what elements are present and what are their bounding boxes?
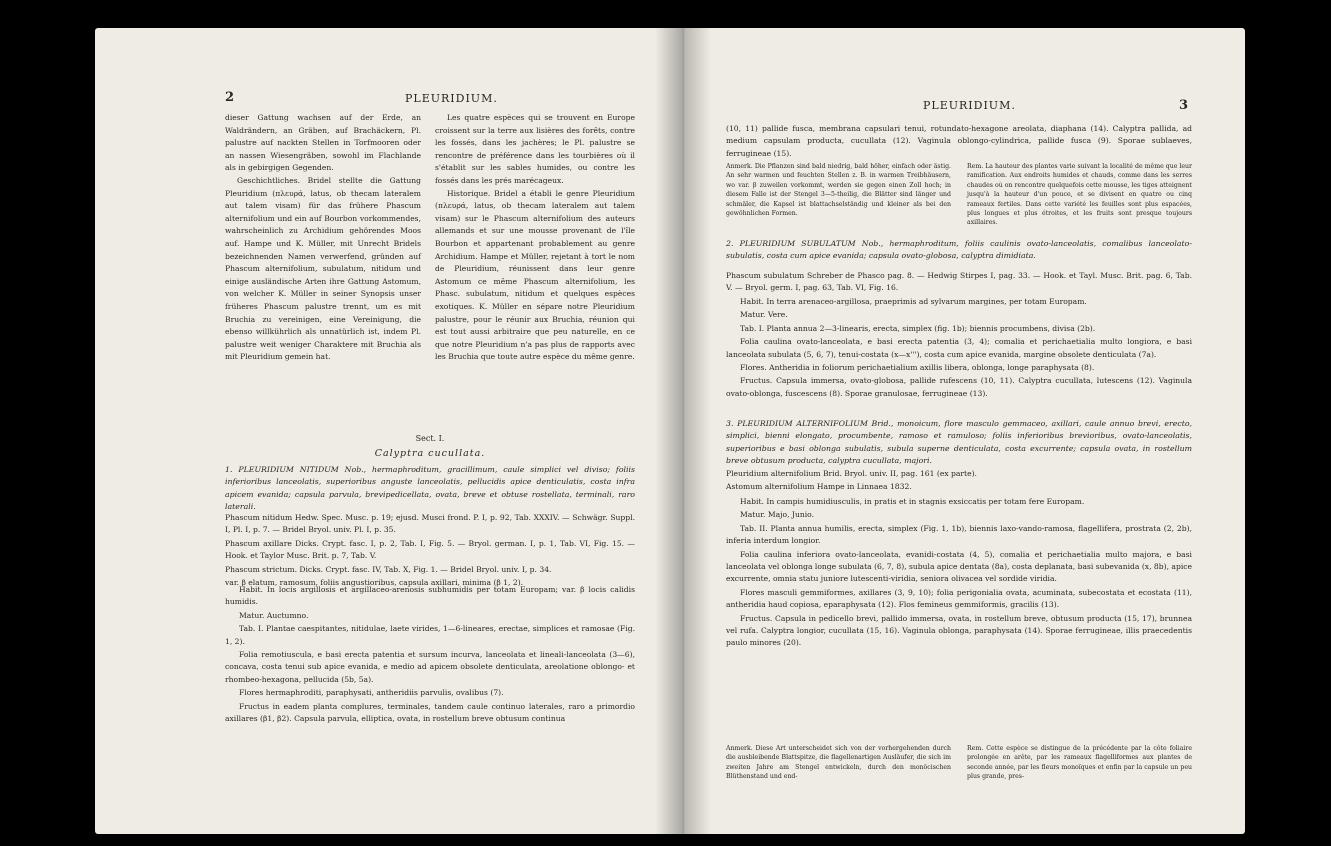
- species-heading-text: 2. PLEURIDIUM SUBULATUM Nob., hermaphroditum, foliis caulinis ovato-lanceolatis, comalibus lanceolato-subulatis, costa cum apice evanida; capsula ovato-globosa, calyptra dimidiata.: [726, 239, 1192, 261]
- paragraph: Tab. I. Planta annua 2—3-linearis, erecta, simplex (fig. 1b); biennis procumbens, divisa (2b).: [740, 323, 1096, 333]
- remark-french: Rem. Cette espèce se distingue de la précédente par la côte foliaire prolongée en arête, par les rameaux flagelliformes aux plantes de seconde année, par les fleurs monoïques et enfin par la capsule un peu plus grande, pres-: [967, 745, 1192, 781]
- reference: Phascum axillare Dicks. Crypt. fasc. I, p. 2, Tab. I, Fig. 5. — Bryol. german. I, p. 1, Tab. VI, Fig. 15. — Hook. et Taylor Musc. Brit. p. 7, Tab. V.: [225, 538, 635, 561]
- paragraph: Fructus. Capsula immersa, ovato-globosa, pallide rufescens (10, 11). Calyptra cucullata, lutescens (12). Vaginula ovato-oblonga, fuscescens (8). Sporae granulosae, ferrugineae (13).: [726, 376, 1192, 398]
- species-2-description: [726, 296, 1192, 401]
- paragraph: Geschichtliches. Bridel stellte die Gattung Pleuridium (πλευρά, latus, ob thecam lateralem aut talem visam) für das frühere Phascum alternifolium und ein auf Bourbon vorkommendes, wahrscheinlich zu Archidium gehörendes Moos auf. Hampe und K. Müller, mit Unrecht Bridels bezeichnenden Namen verwerfend, gründen auf Phascum alternifolium, subulatum, nitidum und einige ausländische Arten ihre Gattung Astomum, von welcher K. Müller in seiner Synopsis unser früheres Phascum palustre trennt, um es mit Bruchia zu vereinigen, eine Vereinigung, die ebenso willkührlich als unnatürlich ist, indem Pl. palustre weit weniger Charaktere mit Bruchia als mit Pleuridium gemein hat.: [225, 175, 421, 362]
- section-subtitle: Calyptra cucullata.: [374, 448, 486, 459]
- paragraph: Habit. In terra arenaceo-argillosa, praeprimis ad sylvarum margines, per totam Europam.: [740, 297, 1087, 306]
- paragraph: Flores hermaphroditi, paraphysati, antheridiis parvulis, ovalibus (7).: [239, 688, 504, 698]
- paragraph: Tab. I. Plantae caespitantes, nitidulae, laete virides, 1—6-lineares, erectae, simplices et ramosae (Fig. 1, 2).: [225, 624, 635, 646]
- species-3-references: [726, 468, 1192, 495]
- paragraph: (10, 11) pallide fusca, membrana capsulari tenui, rotundato-hexagone areolata, diaphana (14). Calyptra pallida, ad medium capsulam producta, cucullata (12). Vaginula oblongo-cylindrica, pallide fusca (9). Sporae sublaeves, ferrugineae (15).: [726, 124, 1192, 158]
- german-column: [225, 112, 421, 364]
- reference: Phascum strictum. Dicks. Crypt. fasc. IV, Tab. X, Fig. 1. — Bridel Bryol. univ. I, p. 34.: [225, 564, 552, 574]
- species-heading-text: 1. PLEURIDIUM NITIDUM Nob., hermaphroditum, gracillimum, caule simplici vel diviso; foliis inferioribus lanceolatis, superioribus anguste lanceolatis, pellucidis apice denticulatis, costa infra apicem evanida; capsula parvula, brevipedicellata, ovata, breve et obtuse rostellata, terminali, raro laterali.: [225, 465, 635, 512]
- paragraph: Tab. II. Planta annua humilis, erecta, simplex (Fig. 1, 1b), biennis laxo-vando-ramosa, flagellifera, prostrata (2, 2b), inferia interdum longior.: [726, 523, 1192, 546]
- page-number: 2: [225, 90, 235, 105]
- paragraph: Habit. In campis humidiusculis, in pratis et in stagnis exsiccatis per totam fere Europam.: [740, 497, 1085, 506]
- page-number: 3: [1179, 98, 1189, 113]
- paragraph: Flores. Antheridia in foliorum perichaetialium axillis libera, oblonga, longe paraphysata (8).: [740, 363, 1095, 373]
- reference: Phascum subulatum Schreber de Phasco pag. 8. — Hedwig Stirpes I, pag. 33. — Hook. et Tayl. Musc. Brit. pag. 6, Tab. V. — Bryol. germ. I, pag. 63, Tab. VI, Fig. 16.: [726, 271, 1192, 293]
- species-1-heading: [225, 464, 635, 515]
- paragraph: Flores masculi gemmiformes, axillares (3, 9, 10); folia perigonialia ovata, acuminata, subecostata et ecostata (11), antheridia haud copiosa, eparaphysata (12). Flos femineus gemmiformis, gracilis (13).: [726, 587, 1192, 610]
- species-3-description: [726, 496, 1192, 651]
- paragraph: Folia remotiuscula, e basi erecta patentia et sursum incurva, lanceolata et lineali-lanceolata (3—6), concava, costa tenui sub apice evanida, e medio ad apicem obsolete denticulata, areolatione oblongo- et rhombeo-hexagona, pellucida (5b, 5a).: [225, 650, 635, 684]
- remark-french: Rem. La hauteur des plantes varie suivant la localité de même que leur ramification. Aux endroits humides et chauds, comme dans les serres chaudes où on rencontre quelquefois cette mousse, les tiges atteignent jusqu'à la hauteur d'un pouce, et se divisent en quatre ou cinq rameaux fertiles. Dans cette variété les feuilles sont plus espacées, plus longues et plus étroites, et les fruits sont presque toujours axillaires.: [967, 163, 1192, 227]
- species-heading-text: 3. PLEURIDIUM ALTERNIFOLIUM Brid., monoicum, flore masculo gemmaceo, axillari, caule annuo brevi, erecto, simplici, bienni elongato, procumbente, ramoso et ramuloso; foliis inferioribus brevioribus, ovato-lanceolatis, superioribus e basi oblonga subulatis, subula superne denticulata, costa excurrente; capsula ovata, in rostellum breve obtusum producta, calyptra cucullata, majori.: [726, 419, 1192, 466]
- reference: var. β elatum, ramosum, foliis angustioribus, capsula axillari, minima (β 1, 2).: [225, 578, 524, 588]
- species-1-description: [225, 584, 635, 726]
- running-head: PLEURIDIUM.: [923, 99, 1016, 112]
- left-page: [95, 28, 683, 834]
- paragraph: Matur. Vere.: [740, 310, 788, 320]
- remark-german: Anmerk. Die Pflanzen sind bald niedrig, bald höher, einfach oder ästig. An sehr warmen und feuchten Stellen z. B. in warmen Treibhäusern, wo var. β zuweilen vorkommt, werden sie gegen einen Zoll hoch; in diesem Falle ist der Stengel 3—5-theilig, die Blätter sind länger und schmäler, die Kapsel ist blattachselständig und kleiner als bei den gewöhnlichen Formen.: [726, 163, 951, 218]
- paragraph: Fructus in eadem planta complures, terminales, tandem caule continuo laterales, raro a primordio axillares (β1, β2). Capsula parvula, elliptica, ovata, in rostellum breve obtusum continua: [225, 701, 635, 724]
- remark-german: Anmerk. Diese Art unterscheidet sich von der vorhergehenden durch die ausbleibende Blattspitze, die flagellenartigen Ausläufer, die sich im zweiten Jahre am Stengel entwickeln, durch den monöcischen Blüthenstand und end-: [726, 745, 951, 781]
- species-2-references: [726, 270, 1192, 296]
- species-3-heading: [726, 418, 1192, 469]
- paragraph: Matur. Auctumno.: [239, 610, 309, 620]
- species-1-continuation: [726, 123, 1192, 161]
- paragraph: dieser Gattung wachsen auf der Erde, an Waldrändern, an Gräben, auf Brachäckern, Pl. palustre auf nackten Stellen in Torfmooren oder an nassen Wiesengräben, sowohl im Flachlande als in gebirgigen Gegenden.: [225, 113, 421, 173]
- paragraph: Fructus. Capsula in pedicello brevi, pallido immersa, ovata, in rostellum breve, obtusum producta (15, 17), brunnea vel rufa. Calyptra longior, cucullata (15, 16). Vaginula oblonga, paraphysata (14). Sporae ferrugineae, illis praecedentis paulo minores (20).: [726, 613, 1192, 648]
- species-2-heading: [726, 238, 1192, 264]
- paragraph: Matur. Majo, Junio.: [740, 510, 815, 520]
- right-page: [683, 28, 1245, 834]
- paragraph: Historique. Bridel a établi le genre Pleuridium (πλευρά, latus, ob thecam lateralem aut talem visam) sur le Phascum alternifolium des auteurs allemands et sur une mousse provenant de l'île Bourbon et appartenant probablement au genre Archidium. Hampe et Müller, rejetant à tort le nom de Pleuridium, réunissent dans leur genre Astomum ce même Phascum alternifolium, les Phasc. subulatum, nitidum et quelques espèces exotiques. K. Müller en sépare notre Pleuridium palustre, pour le réunir aux Bruchia, réunion qui est tout aussi arbitraire que peu naturelle, en ce que notre Pleuridium n'a pas plus de rapports avec les Bruchia que toute autre espèce du même genre.: [435, 188, 635, 362]
- book-spread: [95, 28, 1245, 834]
- paragraph: Folia caulina inferiora ovato-lanceolata, evanidi-costata (4, 5), comalia et perichaetialia multo majora, e basi lanceolata vel oblonga longe subulata (6, 7, 8), subula apice dentata (8a), costa deplanata, basi subevanida (x, 8b), apice excurrente, omnia statu juniore lutescenti-viridia, seniora olivacea vel sordide viridia.: [726, 549, 1192, 584]
- paragraph: Habit. In locis argillosis et argillaceo-arenosis subhumidis per totam Europam; var. β locis calidis humidis.: [225, 585, 635, 607]
- paragraph: Folia caulina ovato-lanceolata, e basi erecta patentia (3, 4); comalia et perichaetialia multo longiora, e basi lanceolata subulata (5, 6, 7), tenui-costata (x—x'''), costa cum apice evanida, margine obsolete denticulata (7a).: [726, 337, 1192, 359]
- french-column: [435, 112, 635, 364]
- reference: Pleuridium alternifolium Brid. Bryol. univ. II, pag. 161 (ex parte).: [726, 469, 977, 478]
- species-1-references: [225, 512, 635, 590]
- section-title: Sect. I.: [415, 434, 445, 443]
- reference: Astomum alternifolium Hampe in Linnaea 1832.: [726, 482, 912, 492]
- reference: Phascum nitidum Hedw. Spec. Musc. p. 19; ejusd. Musci frond. P. I, p. 92, Tab. XXXIV. — Schwägr. Suppl. I, Pl. I, p. 7. — Bridel Bryol. univ. Pl. I, p. 35.: [225, 513, 635, 535]
- running-head: PLEURIDIUM.: [405, 92, 498, 105]
- paragraph: Les quatre espèces qui se trouvent en Europe croissent sur la terre aux lisières des forêts, contre les fossés, dans les jachères; le Pl. palustre se rencontre de préférence dans les tourbières où il s'établit sur les sables humides, ou contre les fossés dans les prés marécageux.: [435, 113, 635, 185]
